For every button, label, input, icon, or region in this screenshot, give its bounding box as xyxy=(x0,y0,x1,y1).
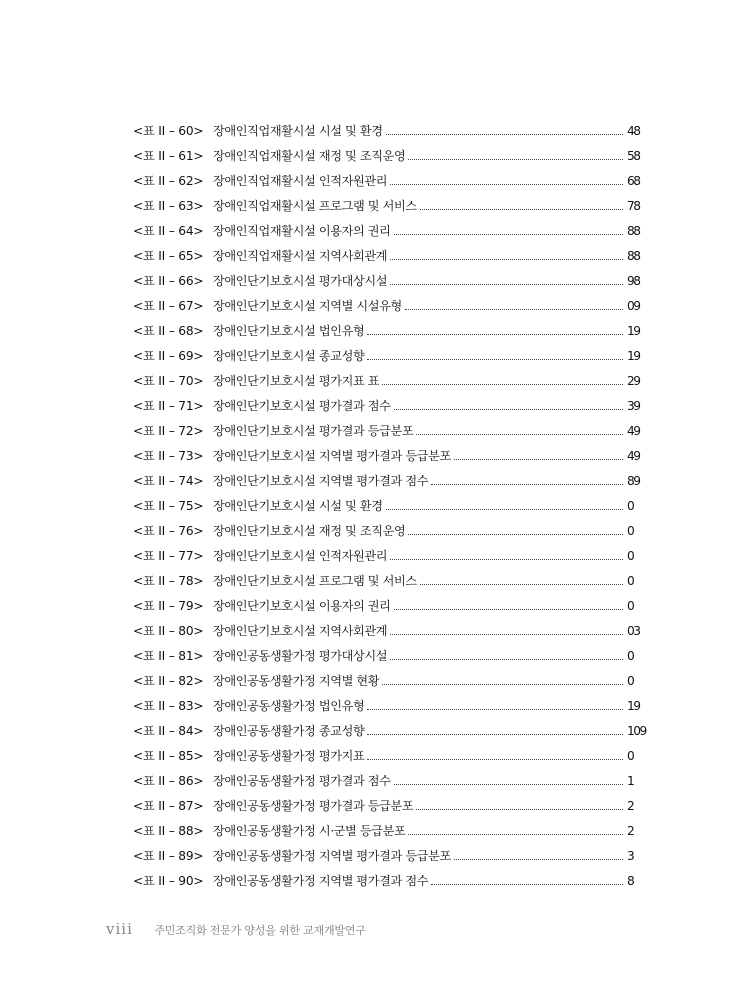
toc-entry-page: 58 xyxy=(627,149,640,163)
toc-entry[interactable] xyxy=(133,221,653,246)
toc-entry-label: <표 II – 88> xyxy=(133,824,204,838)
toc-entry[interactable] xyxy=(133,771,653,796)
toc-entry-title: 장애인직업재활시설 이용자의 권리 xyxy=(213,224,391,238)
toc-entry[interactable] xyxy=(133,371,653,396)
toc-entry[interactable] xyxy=(133,446,653,471)
page-number: viii xyxy=(106,920,133,938)
table-of-contents xyxy=(133,121,653,896)
toc-entry-title: 장애인공동생활가정 지역별 현황 xyxy=(213,674,380,688)
toc-entry-label: <표 II – 69> xyxy=(133,349,204,363)
toc-entry-page: 2 xyxy=(627,824,634,838)
toc-entry-title: 장애인공동생활가정 종교성향 xyxy=(213,724,365,738)
toc-list xyxy=(133,121,653,896)
toc-entry-title: 장애인단기보호시설 재정 및 조직운영 xyxy=(213,524,406,538)
toc-entry-title: 장애인단기보호시설 프로그램 및 서비스 xyxy=(213,574,417,588)
toc-entry-label: <표 II – 73> xyxy=(133,449,204,463)
toc-entry[interactable] xyxy=(133,196,653,221)
toc-entry-page: 19 xyxy=(627,324,640,338)
toc-entry-page: 8 xyxy=(627,874,634,888)
leader-dots xyxy=(390,621,623,635)
toc-entry[interactable] xyxy=(133,421,653,446)
toc-entry-page: 0 xyxy=(627,599,634,613)
toc-entry-label: <표 II – 89> xyxy=(133,849,204,863)
toc-entry[interactable] xyxy=(133,646,653,671)
leader-dots xyxy=(408,521,623,535)
toc-entry[interactable] xyxy=(133,721,653,746)
toc-entry[interactable] xyxy=(133,696,653,721)
toc-entry-label: <표 II – 65> xyxy=(133,249,204,263)
leader-dots xyxy=(386,121,623,135)
toc-entry[interactable] xyxy=(133,571,653,596)
toc-entry-title: 장애인단기보호시설 종교성향 xyxy=(213,349,365,363)
toc-entry-label: <표 II – 71> xyxy=(133,399,204,413)
toc-entry-label: <표 II – 67> xyxy=(133,299,204,313)
toc-entry[interactable] xyxy=(133,346,653,371)
leader-dots xyxy=(367,321,623,335)
toc-entry-label: <표 II – 60> xyxy=(133,124,204,138)
toc-entry-label: <표 II – 81> xyxy=(133,649,204,663)
toc-entry-title: 장애인공동생활가정 평가지표 xyxy=(213,749,365,763)
toc-entry-page: 89 xyxy=(627,474,640,488)
toc-entry-page: 0 xyxy=(627,749,634,763)
toc-entry-title: 장애인단기보호시설 평가대상시설 xyxy=(213,274,388,288)
toc-entry-label: <표 II – 66> xyxy=(133,274,204,288)
leader-dots xyxy=(394,771,623,785)
toc-entry[interactable] xyxy=(133,246,653,271)
toc-entry-page: 49 xyxy=(627,449,640,463)
toc-entry-title: 장애인단기보호시설 이용자의 권리 xyxy=(213,599,391,613)
toc-entry-label: <표 II – 79> xyxy=(133,599,204,613)
toc-entry-title: 장애인단기보호시설 시설 및 환경 xyxy=(213,499,383,513)
toc-entry-label: <표 II – 68> xyxy=(133,324,204,338)
toc-entry-title: 장애인직업재활시설 시설 및 환경 xyxy=(213,124,383,138)
leader-dots xyxy=(367,721,623,735)
toc-entry[interactable] xyxy=(133,746,653,771)
toc-entry[interactable] xyxy=(133,871,653,896)
toc-entry-page: 88 xyxy=(627,224,640,238)
leader-dots xyxy=(394,596,623,610)
toc-entry-page: 0 xyxy=(627,549,634,563)
toc-entry-title: 장애인공동생활가정 지역별 평가결과 점수 xyxy=(213,874,429,888)
toc-entry-title: 장애인직업재활시설 지역사회관계 xyxy=(213,249,388,263)
toc-entry-page: 03 xyxy=(627,624,640,638)
toc-entry-label: <표 II – 80> xyxy=(133,624,204,638)
toc-entry-title: 장애인공동생활가정 평가대상시설 xyxy=(213,649,388,663)
toc-entry-title: 장애인단기보호시설 지역별 시설유형 xyxy=(213,299,402,313)
page-footer xyxy=(106,920,366,938)
leader-dots xyxy=(390,246,623,260)
toc-entry-title: 장애인단기보호시설 지역별 평가결과 점수 xyxy=(213,474,429,488)
toc-entry-page: 98 xyxy=(627,274,640,288)
toc-entry-page: 48 xyxy=(627,124,640,138)
toc-entry[interactable] xyxy=(133,121,653,146)
leader-dots xyxy=(367,746,623,760)
toc-entry[interactable] xyxy=(133,596,653,621)
toc-entry-page: 0 xyxy=(627,674,634,688)
leader-dots xyxy=(408,146,623,160)
toc-entry-title: 장애인단기보호시설 지역별 평가결과 등급분포 xyxy=(213,449,451,463)
toc-entry-page: 68 xyxy=(627,174,640,188)
toc-entry[interactable] xyxy=(133,496,653,521)
toc-entry-label: <표 II – 64> xyxy=(133,224,204,238)
toc-entry-page: 109 xyxy=(627,724,646,738)
toc-entry-label: <표 II – 72> xyxy=(133,424,204,438)
toc-entry[interactable] xyxy=(133,821,653,846)
toc-entry-title: 장애인직업재활시설 프로그램 및 서비스 xyxy=(213,199,417,213)
toc-entry[interactable] xyxy=(133,546,653,571)
toc-entry-page: 39 xyxy=(627,399,640,413)
leader-dots xyxy=(390,546,623,560)
toc-entry-page: 29 xyxy=(627,374,640,388)
leader-dots xyxy=(405,296,623,310)
toc-entry-page: 0 xyxy=(627,574,634,588)
toc-entry[interactable] xyxy=(133,671,653,696)
toc-entry-title: 장애인단기보호시설 평가지표 표 xyxy=(213,374,380,388)
leader-dots xyxy=(420,196,623,210)
toc-entry-title: 장애인공동생활가정 평가결과 점수 xyxy=(213,774,391,788)
toc-entry-label: <표 II – 76> xyxy=(133,524,204,538)
toc-entry[interactable] xyxy=(133,796,653,821)
leader-dots xyxy=(394,221,623,235)
toc-entry-label: <표 II – 75> xyxy=(133,499,204,513)
toc-entry-label: <표 II – 83> xyxy=(133,699,204,713)
toc-entry-label: <표 II – 78> xyxy=(133,574,204,588)
leader-dots xyxy=(367,696,623,710)
toc-entry-page: 19 xyxy=(627,699,640,713)
toc-entry-title: 장애인공동생활가정 평가결과 등급분포 xyxy=(213,799,414,813)
toc-entry-label: <표 II – 62> xyxy=(133,174,204,188)
toc-entry-label: <표 II – 86> xyxy=(133,774,204,788)
toc-entry-label: <표 II – 77> xyxy=(133,549,204,563)
toc-entry-page: 3 xyxy=(627,849,634,863)
toc-entry-label: <표 II – 74> xyxy=(133,474,204,488)
toc-entry-page: 2 xyxy=(627,799,634,813)
toc-entry-title: 장애인단기보호시설 평가결과 점수 xyxy=(213,399,391,413)
leader-dots xyxy=(390,271,623,285)
leader-dots xyxy=(382,671,623,685)
toc-entry-label: <표 II – 61> xyxy=(133,149,204,163)
toc-entry[interactable] xyxy=(133,171,653,196)
toc-entry[interactable] xyxy=(133,621,653,646)
toc-entry-page: 49 xyxy=(627,424,640,438)
toc-entry-page: 0 xyxy=(627,499,634,513)
toc-entry[interactable] xyxy=(133,296,653,321)
toc-entry-label: <표 II – 70> xyxy=(133,374,204,388)
toc-entry[interactable] xyxy=(133,271,653,296)
leader-dots xyxy=(386,496,623,510)
toc-entry-page: 09 xyxy=(627,299,640,313)
toc-entry-title: 장애인직업재활시설 재정 및 조직운영 xyxy=(213,149,406,163)
toc-entry-title: 장애인공동생활가정 법인유형 xyxy=(213,699,365,713)
toc-entry-page: 1 xyxy=(627,774,634,788)
toc-entry-page: 19 xyxy=(627,349,640,363)
toc-entry[interactable] xyxy=(133,471,653,496)
toc-entry-title: 장애인단기보호시설 인적자원관리 xyxy=(213,549,388,563)
leader-dots xyxy=(420,571,623,585)
toc-entry-page: 78 xyxy=(627,199,640,213)
leader-dots xyxy=(416,796,623,810)
toc-entry-title: 장애인단기보호시설 법인유형 xyxy=(213,324,365,338)
leader-dots xyxy=(431,871,623,885)
leader-dots xyxy=(408,821,623,835)
toc-entry[interactable] xyxy=(133,521,653,546)
toc-entry-label: <표 II – 87> xyxy=(133,799,204,813)
toc-entry[interactable] xyxy=(133,146,653,171)
toc-entry[interactable] xyxy=(133,396,653,421)
leader-dots xyxy=(454,846,623,860)
toc-entry-label: <표 II – 82> xyxy=(133,674,204,688)
toc-entry-title: 장애인단기보호시설 평가결과 등급분포 xyxy=(213,424,414,438)
leader-dots xyxy=(390,171,623,185)
toc-entry-page: 0 xyxy=(627,524,634,538)
leader-dots xyxy=(454,446,623,460)
toc-entry-label: <표 II – 85> xyxy=(133,749,204,763)
leader-dots xyxy=(394,396,623,410)
toc-entry-label: <표 II – 63> xyxy=(133,199,204,213)
leader-dots xyxy=(382,371,623,385)
toc-entry[interactable] xyxy=(133,846,653,871)
leader-dots xyxy=(390,646,623,660)
toc-entry-title: 장애인직업재활시설 인적자원관리 xyxy=(213,174,388,188)
toc-entry[interactable] xyxy=(133,321,653,346)
leader-dots xyxy=(416,421,623,435)
toc-entry-title: 장애인공동생활가정 지역별 평가결과 등급분포 xyxy=(213,849,451,863)
toc-entry-title: 장애인단기보호시설 지역사회관계 xyxy=(213,624,388,638)
leader-dots xyxy=(367,346,623,360)
toc-entry-title: 장애인공동생활가정 시·군별 등급분포 xyxy=(213,824,406,838)
toc-entry-page: 0 xyxy=(627,649,634,663)
toc-entry-label: <표 II – 90> xyxy=(133,874,204,888)
toc-entry-label: <표 II – 84> xyxy=(133,724,204,738)
toc-entry-page: 88 xyxy=(627,249,640,263)
running-title: 주민조직화 전문가 양성을 위한 교재개발연구 xyxy=(154,924,366,937)
leader-dots xyxy=(431,471,623,485)
